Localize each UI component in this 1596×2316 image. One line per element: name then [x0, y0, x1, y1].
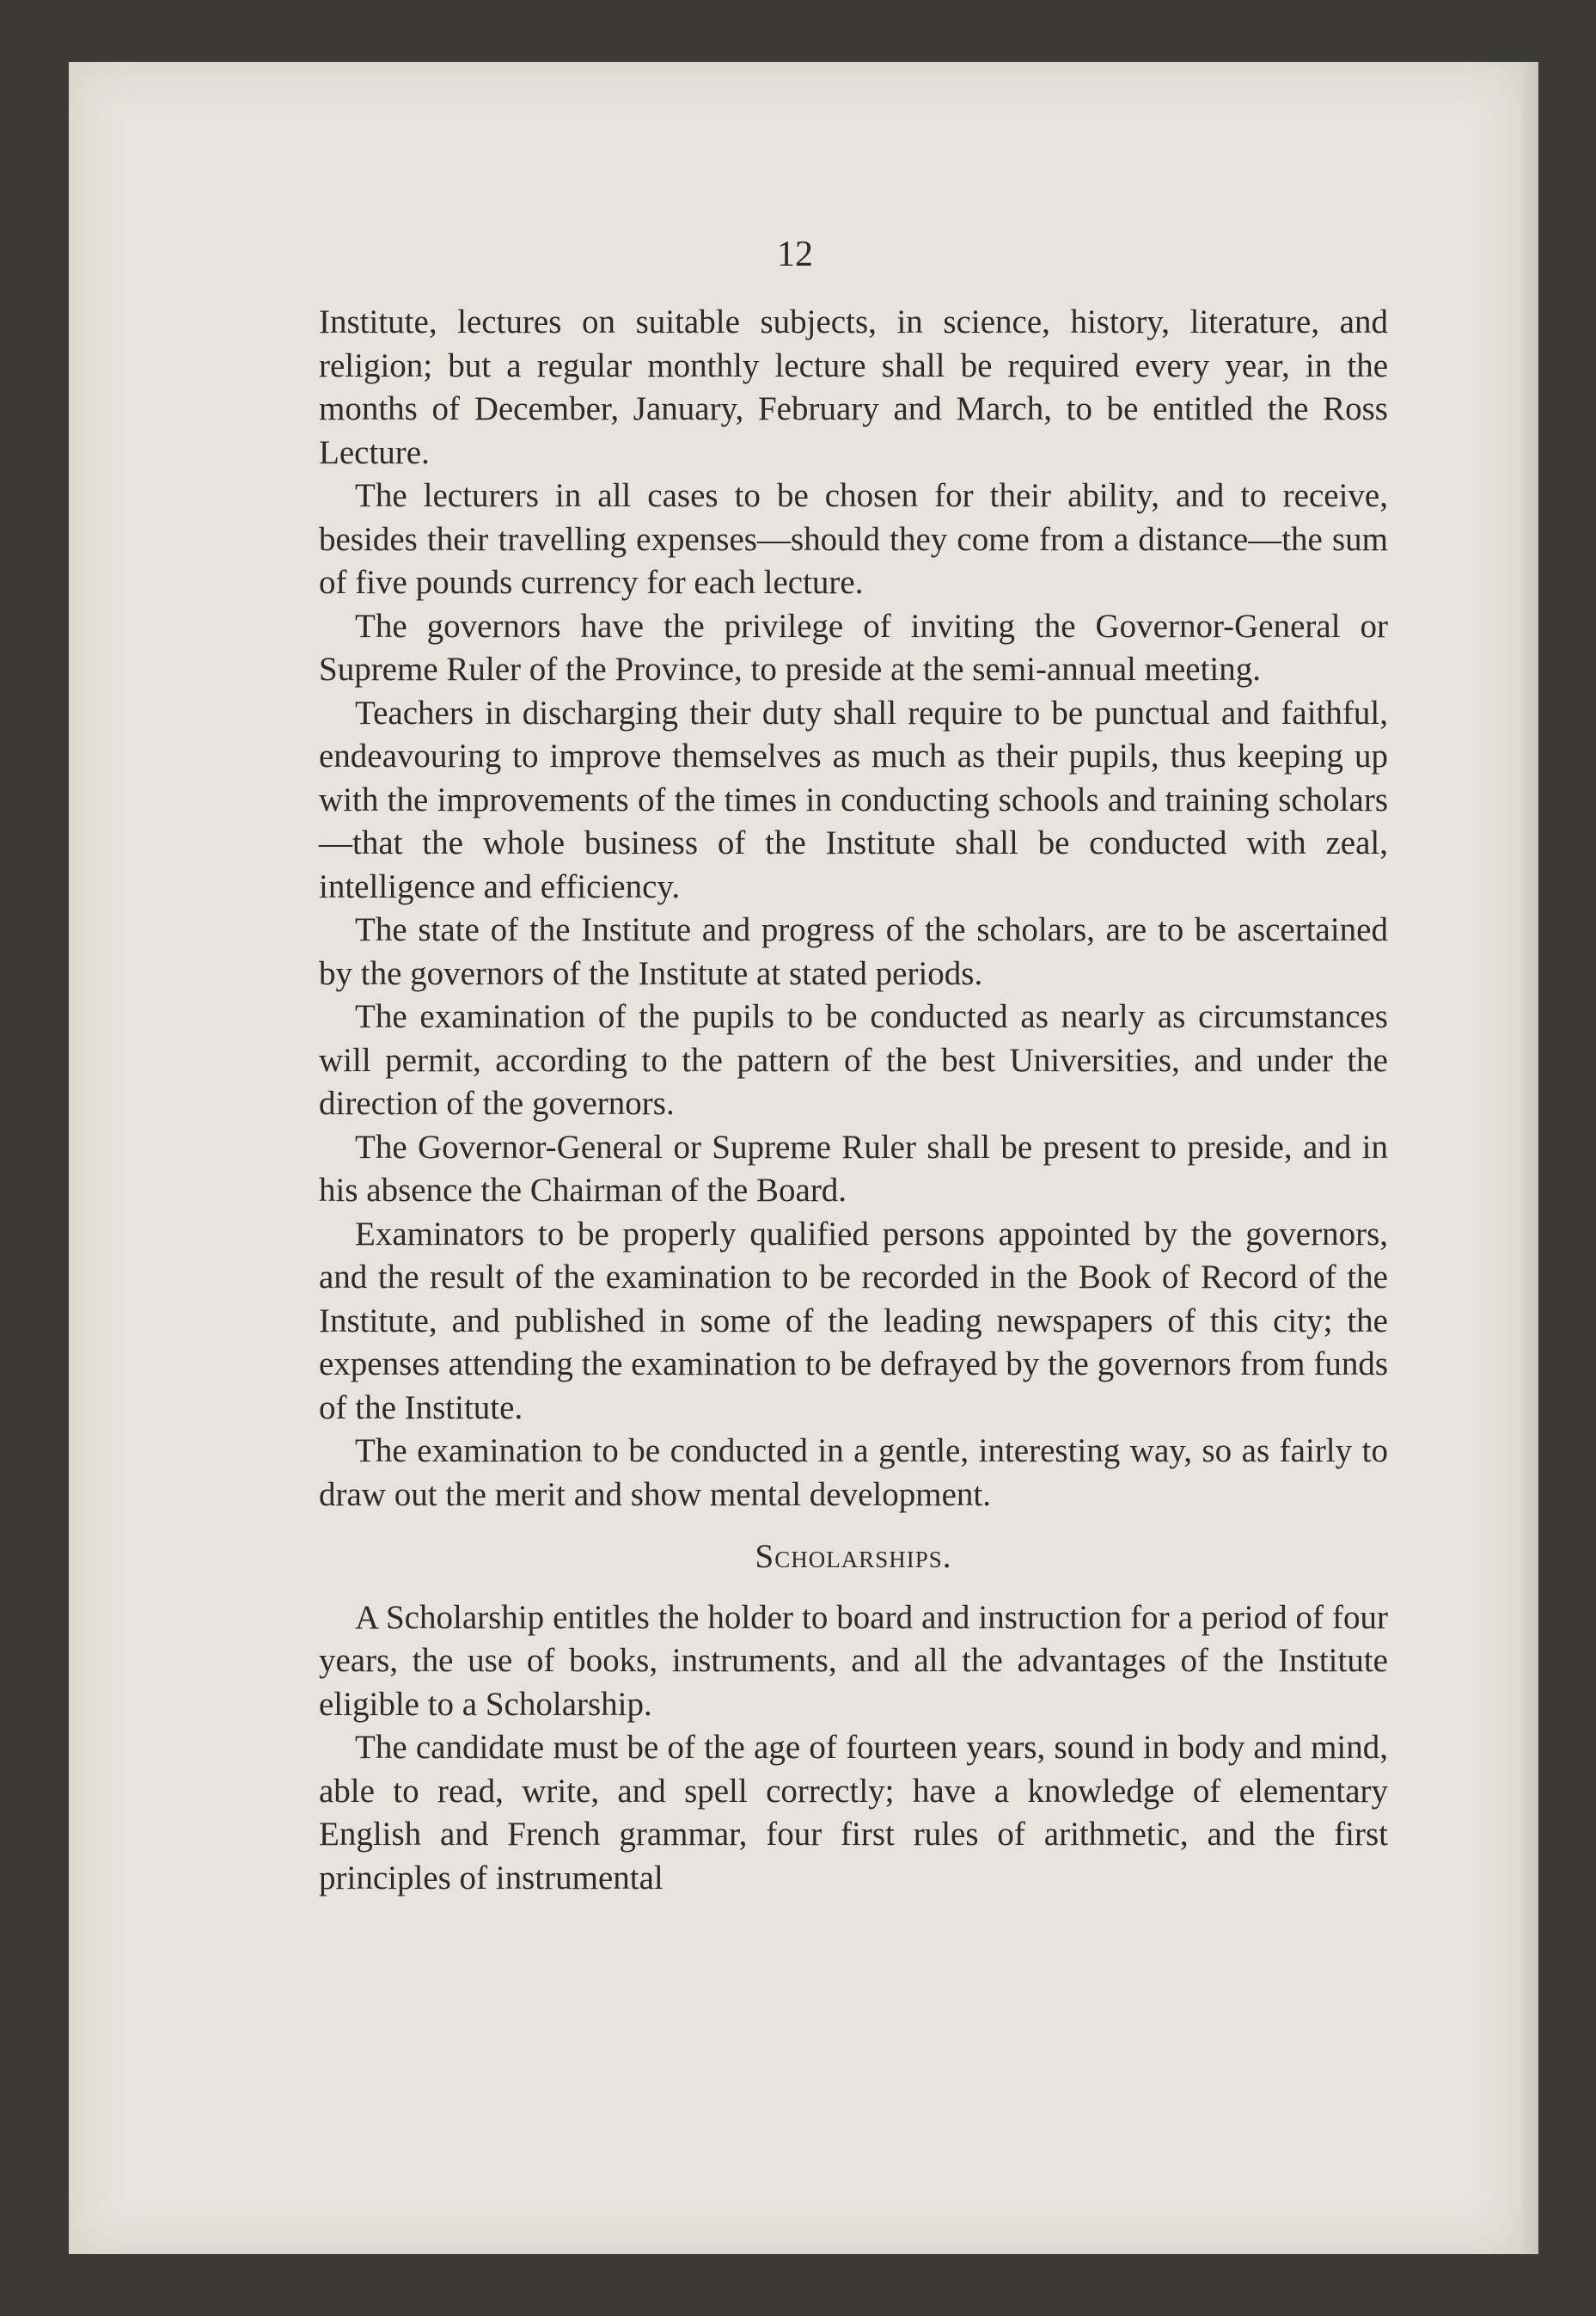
page-edge [1521, 62, 1538, 2254]
paragraph: The governors have the privilege of inviting the Governor-General or Supreme Ruler of the Province, to preside at the semi-annual meeting. [319, 607, 1388, 688]
paragraph: The examination of the pupils to be conducted as nearly as circumstances will permit, according to the pattern of the best Universities, and under the direction of the governors. [319, 998, 1388, 1122]
paragraph: The lecturers in all cases to be chosen for their ability, and to receive, besides their travelling expenses—should they come from a distance—the sum of five pounds currency for each lecture. [319, 477, 1388, 601]
paragraph: Teachers in discharging their duty shall require to be punctual and faithful, endeavouring to improve themselves as much as their pupils, thus keeping up with the improvements of the times in conducting schools and training scholars—that the whole business of the Institute shall be conducted with zeal, intelligence and efficiency. [319, 694, 1388, 905]
paragraph: Examinators to be properly qualified persons appointed by the governors, and the result of the examination to be recorded in the Book of Record of the Institute, and published in some of the leading newspapers of this city; the expenses attending the examination to be defrayed by the governors from funds of the Institute. [319, 1215, 1388, 1426]
page-body [319, 301, 1388, 1900]
paragraph: The candidate must be of the age of fourteen years, sound in body and mind, able to read, write, and spell correctly; have a knowledge of elementary English and French grammar, four first rules of arithmetic, and the first principles of instrumental [319, 1729, 1388, 1896]
paragraph: The Governor-General or Supreme Ruler shall be present to preside, and in his absence the Chairman of the Board. [319, 1128, 1388, 1209]
paragraph: Institute, lectures on suitable subjects, in science, history, literature, and religion; but a regular monthly lecture shall be required every year, in the months of December, January, February and March, to be entitled the Ross Lecture. [319, 303, 1388, 471]
book-page [69, 62, 1521, 2254]
paragraph: The state of the Institute and progress of the scholars, are to be ascertained by the governors of the Institute at stated periods. [319, 911, 1388, 992]
section-heading: Scholarships. [755, 1538, 952, 1575]
paragraph: A Scholarship entitles the holder to board and instruction for a period of four years, the use of books, instruments, and all the advantages of the Institute eligible to a Scholarship. [319, 1598, 1388, 1723]
paragraph: The examination to be conducted in a gentle, interesting way, so as fairly to draw out the merit and show mental development. [319, 1432, 1388, 1513]
page-number: 12 [777, 235, 813, 274]
